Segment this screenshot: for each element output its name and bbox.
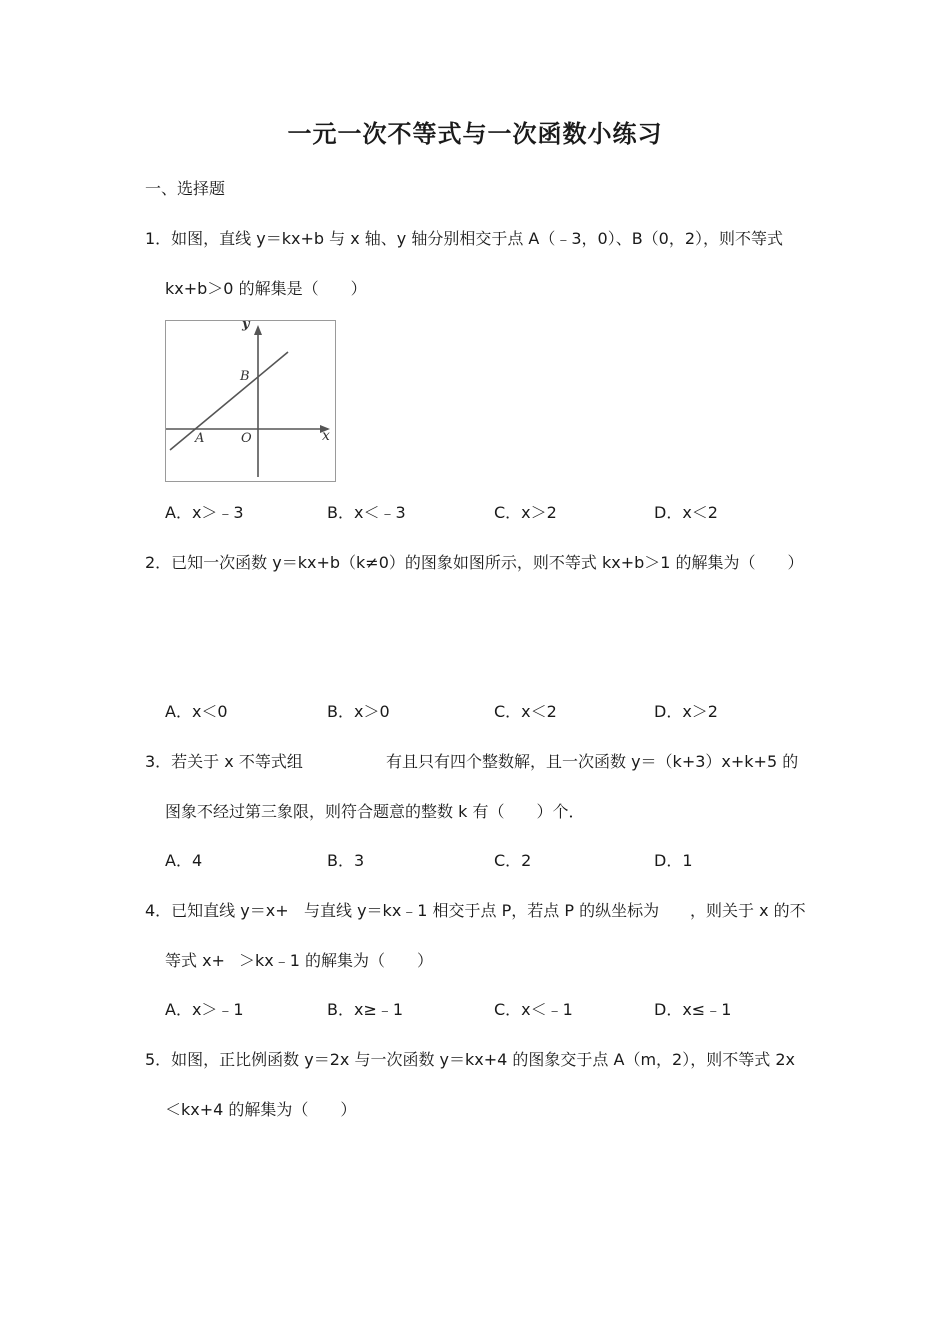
q2-option-b: B．x＞0 (327, 702, 390, 721)
q3-option-a: A．4 (165, 851, 203, 870)
question-4-line-2-part-a: 等式 x+ (165, 951, 225, 970)
question-1-graph (165, 320, 336, 482)
q4-option-b: B．x≥﹣1 (327, 1000, 404, 1019)
q3-option-d: D．1 (654, 851, 693, 870)
question-4-line-1-part-b: 与直线 y＝kx﹣1 相交于点 P，若点 P 的纵坐标为 (304, 901, 660, 920)
question-3-line-1-start: 3．若关于 x 不等式组 (145, 752, 303, 771)
x-axis-label: x (322, 428, 330, 444)
q3-option-c: C．2 (494, 851, 532, 870)
question-4-line-1-part-c: ，则关于 x 的不 (690, 901, 806, 920)
question-3-line-2: 图象不经过第三象限，则符合题意的整数 k 有（ ）个． (165, 802, 585, 821)
q2-option-d: D．x＞2 (654, 702, 718, 721)
question-2-line-1: 2．已知一次函数 y＝kx+b（k≠0）的图象如图所示，则不等式 kx+b＞1 的解集为（ ） (145, 553, 804, 572)
q4-option-c: C．x＜﹣1 (494, 1000, 573, 1019)
question-1-line-2: kx+b＞0 的解集是（ ） (165, 279, 367, 298)
q1-option-c: C．x＞2 (494, 503, 557, 522)
y-axis-arrow (254, 325, 262, 335)
question-5-line-2: ＜kx+4 的解集为（ ） (165, 1100, 357, 1119)
q2-option-c: C．x＜2 (494, 702, 557, 721)
y-axis-label: y (242, 321, 250, 332)
question-5-line-1: 5．如图，正比例函数 y＝2x 与一次函数 y＝kx+4 的图象交于点 A（m，2），则不等式 2x (145, 1050, 795, 1069)
section-heading: 一、选择题 (145, 179, 226, 198)
point-b-label: B (240, 369, 250, 384)
question-4-line-2-part-b: ＞kx﹣1 的解集为（ ） (239, 951, 434, 970)
q4-option-d: D．x≤﹣1 (654, 1000, 732, 1019)
q4-option-a: A．x＞﹣1 (165, 1000, 244, 1019)
origin-label: O (241, 431, 252, 446)
q1-option-a: A．x＞﹣3 (165, 503, 244, 522)
page-title: 一元一次不等式与一次函数小练习 (287, 120, 663, 148)
graph-line (170, 352, 288, 450)
question-3-line-1-end: 有且只有四个整数解，且一次函数 y＝（k+3）x+k+5 的 (386, 752, 799, 771)
q3-option-b: B．3 (327, 851, 365, 870)
question-4-line-1-part-a: 4．已知直线 y＝x+ (145, 901, 289, 920)
q2-option-a: A．x＜0 (165, 702, 228, 721)
question-1-line-1: 1．如图，直线 y＝kx+b 与 x 轴、y 轴分别相交于点 A（﹣3，0）、B（0，2），则不等式 (145, 229, 784, 248)
q1-option-d: D．x＜2 (654, 503, 718, 522)
point-a-label: A (195, 431, 205, 446)
q1-option-b: B．x＜﹣3 (327, 503, 406, 522)
